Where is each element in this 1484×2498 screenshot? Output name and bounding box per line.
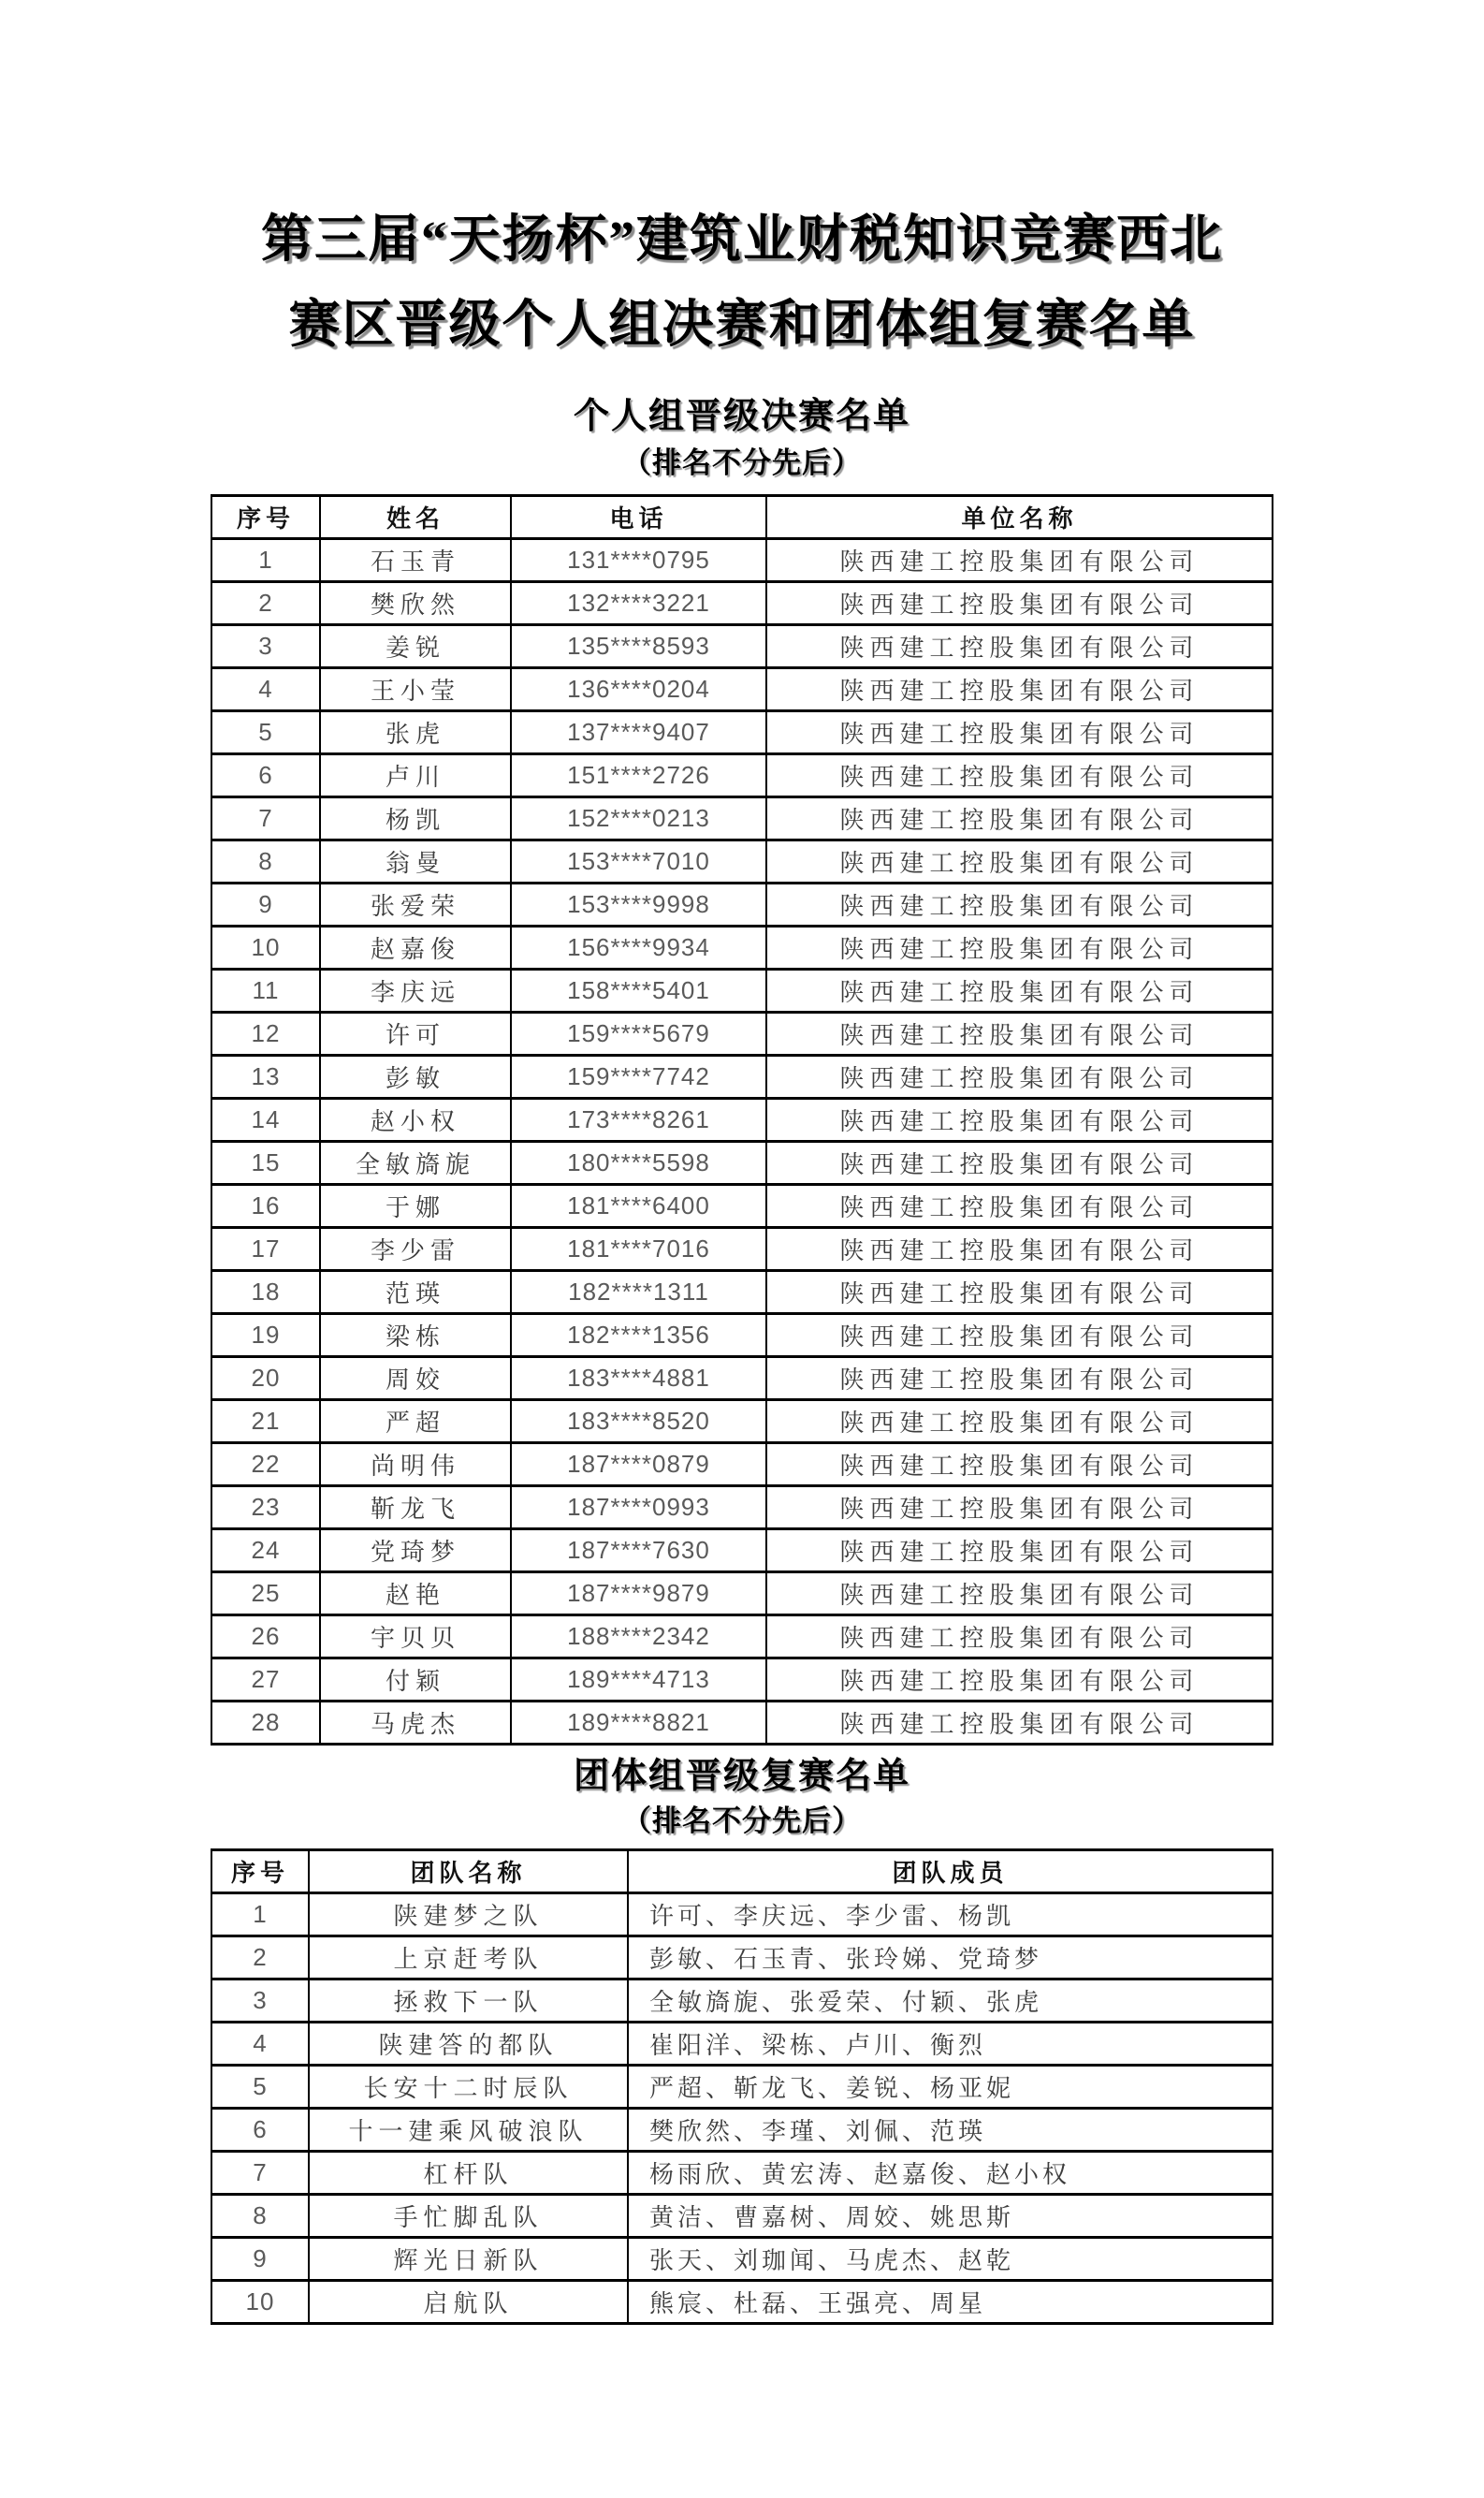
cell-name: 付颖	[320, 1658, 511, 1702]
cell-phone: 182****1311	[511, 1271, 766, 1314]
individual-table-row	[211, 1185, 1273, 1228]
header-cell-team-members: 团队成员	[628, 1850, 1273, 1893]
cell-phone: 153****9998	[511, 884, 766, 927]
cell-serial: 17	[211, 1228, 320, 1271]
cell-org: 陕西建工控股集团有限公司	[766, 1056, 1273, 1099]
cell-name: 党琦梦	[320, 1529, 511, 1572]
cell-serial: 1	[211, 539, 320, 582]
cell-serial: 6	[211, 754, 320, 797]
cell-phone: 136****0204	[511, 668, 766, 711]
individual-table-row	[211, 1228, 1273, 1271]
individual-table-row	[211, 711, 1273, 754]
page-title-line2: 赛区晋级个人组决赛和团体组复赛名单	[288, 296, 1196, 353]
individual-table-row	[211, 754, 1273, 797]
cell-org: 陕西建工控股集团有限公司	[766, 1271, 1273, 1314]
cell-serial: 15	[211, 1142, 320, 1185]
cell-team-members: 熊宸、杜磊、王强亮、周星	[628, 2281, 1273, 2324]
individual-table-row	[211, 1314, 1273, 1357]
individual-table-row	[211, 884, 1273, 927]
cell-name: 马虎杰	[320, 1702, 511, 1745]
header-cell-org: 单位名称	[766, 496, 1273, 539]
cell-org: 陕西建工控股集团有限公司	[766, 1142, 1273, 1185]
team-qualifiers-table	[211, 1848, 1273, 2325]
cell-org: 陕西建工控股集团有限公司	[766, 1099, 1273, 1142]
individual-table-row	[211, 1142, 1273, 1185]
cell-serial: 2	[211, 582, 320, 625]
cell-team-name: 辉光日新队	[309, 2238, 628, 2281]
cell-name: 范瑛	[320, 1271, 511, 1314]
cell-phone: 189****4713	[511, 1658, 766, 1702]
cell-phone: 173****8261	[511, 1099, 766, 1142]
cell-serial: 28	[211, 1702, 320, 1745]
cell-org: 陕西建工控股集团有限公司	[766, 1529, 1273, 1572]
cell-name: 全敏旖旎	[320, 1142, 511, 1185]
cell-name: 王小莹	[320, 668, 511, 711]
team-table-row	[211, 2109, 1273, 2152]
cell-org: 陕西建工控股集团有限公司	[766, 840, 1273, 884]
cell-name: 樊欣然	[320, 582, 511, 625]
cell-phone: 159****7742	[511, 1056, 766, 1099]
cell-team-members: 崔阳洋、梁栋、卢川、衡烈	[628, 2023, 1273, 2066]
cell-serial: 5	[211, 2066, 309, 2109]
cell-phone: 183****4881	[511, 1357, 766, 1400]
cell-team-name: 启航队	[309, 2281, 628, 2324]
cell-phone: 181****7016	[511, 1228, 766, 1271]
cell-org: 陕西建工控股集团有限公司	[766, 539, 1273, 582]
cell-org: 陕西建工控股集团有限公司	[766, 1615, 1273, 1658]
team-table-row	[211, 1979, 1273, 2023]
cell-phone: 188****2342	[511, 1615, 766, 1658]
cell-name: 张爱荣	[320, 884, 511, 927]
cell-phone: 132****3221	[511, 582, 766, 625]
cell-team-members: 张天、刘珈闻、马虎杰、赵乾	[628, 2238, 1273, 2281]
cell-name: 赵艳	[320, 1572, 511, 1615]
individual-table-row	[211, 1572, 1273, 1615]
cell-serial: 1	[211, 1893, 309, 1936]
cell-name: 卢川	[320, 754, 511, 797]
individual-table-row	[211, 1271, 1273, 1314]
cell-phone: 187****0993	[511, 1486, 766, 1529]
individual-table-row	[211, 840, 1273, 884]
cell-serial: 26	[211, 1615, 320, 1658]
cell-name: 李少雷	[320, 1228, 511, 1271]
cell-org: 陕西建工控股集团有限公司	[766, 754, 1273, 797]
cell-org: 陕西建工控股集团有限公司	[766, 1314, 1273, 1357]
cell-name: 翁曼	[320, 840, 511, 884]
individual-table-row	[211, 797, 1273, 840]
cell-team-name: 手忙脚乱队	[309, 2195, 628, 2238]
cell-team-name: 陕建答的都队	[309, 2023, 628, 2066]
header-cell-phone: 电话	[511, 496, 766, 539]
cell-serial: 9	[211, 2238, 309, 2281]
cell-org: 陕西建工控股集团有限公司	[766, 1572, 1273, 1615]
cell-serial: 14	[211, 1099, 320, 1142]
cell-name: 许可	[320, 1013, 511, 1056]
cell-serial: 10	[211, 927, 320, 970]
cell-team-members: 全敏旖旎、张爱荣、付颖、张虎	[628, 1979, 1273, 2023]
cell-phone: 159****5679	[511, 1013, 766, 1056]
page-title	[0, 0, 1484, 367]
individual-table-row	[211, 1357, 1273, 1400]
cell-phone: 158****5401	[511, 970, 766, 1013]
cell-phone: 152****0213	[511, 797, 766, 840]
cell-serial: 6	[211, 2109, 309, 2152]
cell-org: 陕西建工控股集团有限公司	[766, 797, 1273, 840]
cell-name: 尚明伟	[320, 1443, 511, 1486]
cell-serial: 5	[211, 711, 320, 754]
cell-name: 梁栋	[320, 1314, 511, 1357]
cell-team-name: 拯救下一队	[309, 1979, 628, 2023]
cell-org: 陕西建工控股集团有限公司	[766, 927, 1273, 970]
team-table-row	[211, 2238, 1273, 2281]
cell-org: 陕西建工控股集团有限公司	[766, 1228, 1273, 1271]
cell-phone: 151****2726	[511, 754, 766, 797]
individual-table-row	[211, 1056, 1273, 1099]
page-title-line1: 第三届“天扬杯”建筑业财税知识竞赛西北	[260, 211, 1223, 268]
team-section-subtitle: （排名不分先后）	[622, 1804, 862, 1837]
cell-serial: 16	[211, 1185, 320, 1228]
cell-serial: 22	[211, 1443, 320, 1486]
cell-org: 陕西建工控股集团有限公司	[766, 970, 1273, 1013]
cell-name: 彭敏	[320, 1056, 511, 1099]
cell-phone: 183****8520	[511, 1400, 766, 1443]
cell-name: 周姣	[320, 1357, 511, 1400]
individual-table-header-row	[211, 496, 1273, 539]
cell-phone: 187****7630	[511, 1529, 766, 1572]
cell-org: 陕西建工控股集团有限公司	[766, 1400, 1273, 1443]
team-table-body	[211, 1893, 1273, 2324]
cell-org: 陕西建工控股集团有限公司	[766, 1702, 1273, 1745]
cell-phone: 187****0879	[511, 1443, 766, 1486]
cell-org: 陕西建工控股集团有限公司	[766, 625, 1273, 668]
cell-name: 姜锐	[320, 625, 511, 668]
cell-org: 陕西建工控股集团有限公司	[766, 1658, 1273, 1702]
cell-serial: 13	[211, 1056, 320, 1099]
cell-serial: 23	[211, 1486, 320, 1529]
cell-team-members: 严超、靳龙飞、姜锐、杨亚妮	[628, 2066, 1273, 2109]
cell-phone: 135****8593	[511, 625, 766, 668]
team-table-header-row	[211, 1850, 1273, 1893]
cell-phone: 153****7010	[511, 840, 766, 884]
cell-team-name: 杠杆队	[309, 2152, 628, 2195]
cell-serial: 8	[211, 840, 320, 884]
team-table-row	[211, 1936, 1273, 1979]
individual-table-row	[211, 1615, 1273, 1658]
team-table-row	[211, 2152, 1273, 2195]
cell-phone: 137****9407	[511, 711, 766, 754]
cell-serial: 8	[211, 2195, 309, 2238]
cell-serial: 25	[211, 1572, 320, 1615]
team-table-row	[211, 1893, 1273, 1936]
individual-finalists-table	[211, 494, 1273, 1746]
team-table-row	[211, 2195, 1273, 2238]
header-cell-serial: 序号	[211, 1850, 309, 1893]
cell-serial: 9	[211, 884, 320, 927]
cell-org: 陕西建工控股集团有限公司	[766, 1357, 1273, 1400]
individual-table-row	[211, 1013, 1273, 1056]
cell-serial: 3	[211, 625, 320, 668]
cell-org: 陕西建工控股集团有限公司	[766, 711, 1273, 754]
cell-serial: 7	[211, 2152, 309, 2195]
individual-table-body	[211, 539, 1273, 1745]
cell-serial: 2	[211, 1936, 309, 1979]
cell-serial: 12	[211, 1013, 320, 1056]
cell-org: 陕西建工控股集团有限公司	[766, 1443, 1273, 1486]
cell-org: 陕西建工控股集团有限公司	[766, 1185, 1273, 1228]
team-table-row	[211, 2023, 1273, 2066]
individual-table-row	[211, 582, 1273, 625]
individual-section-title: 个人组晋级决赛名单	[573, 397, 910, 436]
cell-serial: 3	[211, 1979, 309, 2023]
cell-phone: 181****6400	[511, 1185, 766, 1228]
cell-name: 严超	[320, 1400, 511, 1443]
cell-name: 宇贝贝	[320, 1615, 511, 1658]
individual-table-row	[211, 1099, 1273, 1142]
team-table-row	[211, 2281, 1273, 2324]
cell-serial: 18	[211, 1271, 320, 1314]
individual-table-row	[211, 1443, 1273, 1486]
cell-serial: 4	[211, 668, 320, 711]
individual-table-row	[211, 927, 1273, 970]
cell-team-name: 长安十二时辰队	[309, 2066, 628, 2109]
cell-team-members: 彭敏、石玉青、张玲娣、党琦梦	[628, 1936, 1273, 1979]
cell-team-members: 樊欣然、李瑾、刘佩、范瑛	[628, 2109, 1273, 2152]
individual-table-row	[211, 1486, 1273, 1529]
cell-name: 靳龙飞	[320, 1486, 511, 1529]
cell-org: 陕西建工控股集团有限公司	[766, 884, 1273, 927]
cell-org: 陕西建工控股集团有限公司	[766, 582, 1273, 625]
cell-phone: 131****0795	[511, 539, 766, 582]
individual-section-subtitle: （排名不分先后）	[622, 446, 862, 479]
cell-name: 杨凯	[320, 797, 511, 840]
header-cell-team-name: 团队名称	[309, 1850, 628, 1893]
cell-name: 张虎	[320, 711, 511, 754]
cell-name: 于娜	[320, 1185, 511, 1228]
cell-team-name: 陕建梦之队	[309, 1893, 628, 1936]
individual-table-row	[211, 1400, 1273, 1443]
individual-table-row	[211, 1702, 1273, 1745]
cell-serial: 20	[211, 1357, 320, 1400]
cell-serial: 4	[211, 2023, 309, 2066]
cell-team-name: 十一建乘风破浪队	[309, 2109, 628, 2152]
cell-serial: 19	[211, 1314, 320, 1357]
cell-team-members: 杨雨欣、黄宏涛、赵嘉俊、赵小权	[628, 2152, 1273, 2195]
cell-serial: 21	[211, 1400, 320, 1443]
cell-phone: 182****1356	[511, 1314, 766, 1357]
cell-name: 石玉青	[320, 539, 511, 582]
team-table-row	[211, 2066, 1273, 2109]
cell-serial: 24	[211, 1529, 320, 1572]
cell-org: 陕西建工控股集团有限公司	[766, 1486, 1273, 1529]
cell-serial: 27	[211, 1658, 320, 1702]
cell-phone: 187****9879	[511, 1572, 766, 1615]
cell-team-members: 许可、李庆远、李少雷、杨凯	[628, 1893, 1273, 1936]
cell-name: 赵嘉俊	[320, 927, 511, 970]
individual-table-row	[211, 970, 1273, 1013]
cell-phone: 156****9934	[511, 927, 766, 970]
individual-table-row	[211, 539, 1273, 582]
header-cell-name: 姓名	[320, 496, 511, 539]
cell-team-name: 上京赶考队	[309, 1936, 628, 1979]
cell-serial: 7	[211, 797, 320, 840]
cell-name: 李庆远	[320, 970, 511, 1013]
cell-org: 陕西建工控股集团有限公司	[766, 1013, 1273, 1056]
individual-table-row	[211, 668, 1273, 711]
cell-phone: 189****8821	[511, 1702, 766, 1745]
individual-table-row	[211, 1658, 1273, 1702]
header-cell-serial: 序号	[211, 496, 320, 539]
cell-org: 陕西建工控股集团有限公司	[766, 668, 1273, 711]
cell-name: 赵小权	[320, 1099, 511, 1142]
cell-serial: 10	[211, 2281, 309, 2324]
individual-table-row	[211, 1529, 1273, 1572]
cell-phone: 180****5598	[511, 1142, 766, 1185]
individual-table-row	[211, 625, 1273, 668]
team-section-title: 团体组晋级复赛名单	[573, 1757, 910, 1796]
cell-serial: 11	[211, 970, 320, 1013]
cell-team-members: 黄洁、曹嘉树、周姣、姚思斯	[628, 2195, 1273, 2238]
